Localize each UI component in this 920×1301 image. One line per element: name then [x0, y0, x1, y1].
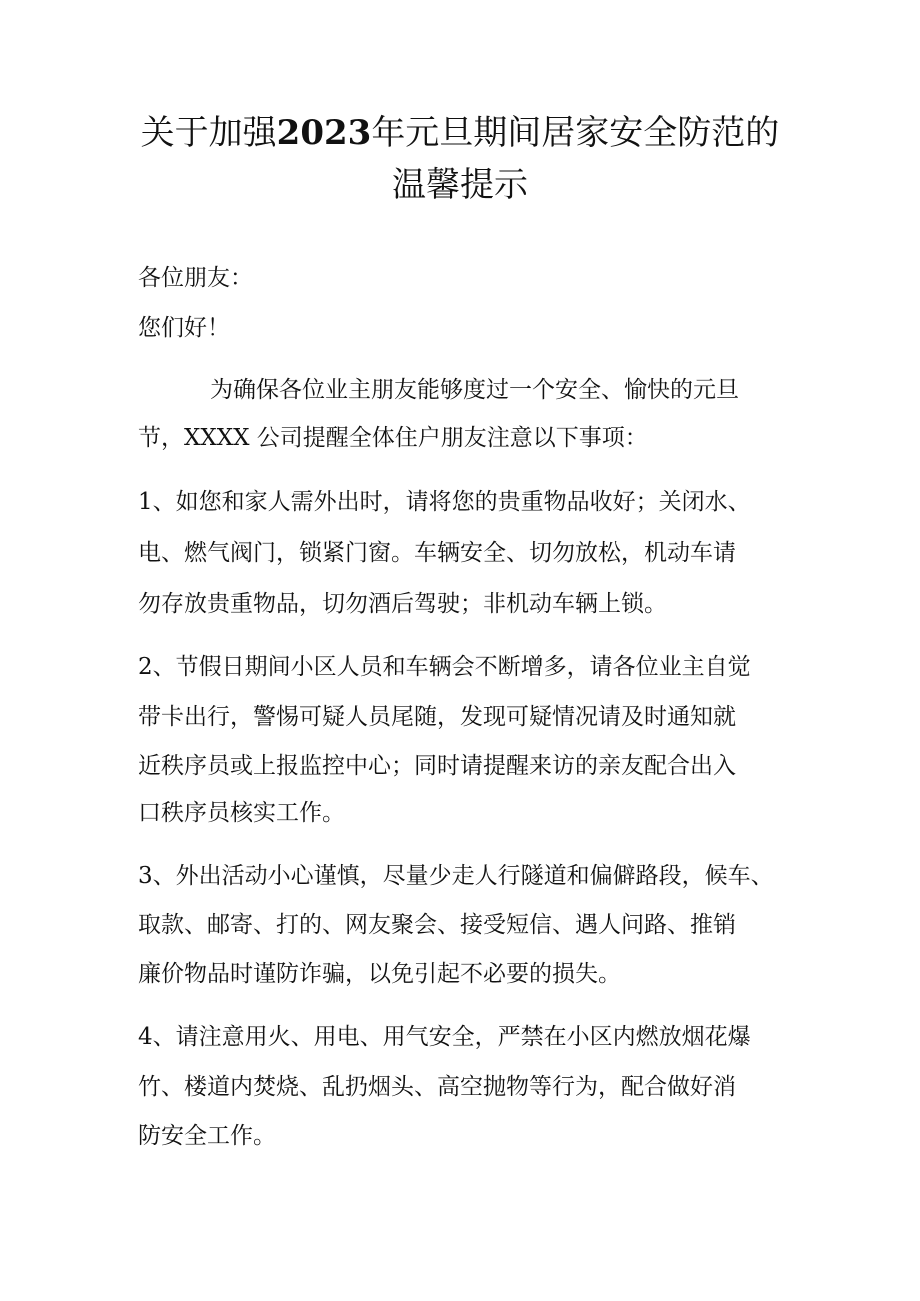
salutation: 您们好！	[138, 315, 230, 341]
document-title-line-1	[80, 108, 840, 158]
item-2-line: 近秩序员或上报监控中心；同时请提醒来访的亲友配合出入	[138, 753, 736, 779]
item-3-line: 取款、邮寄、打的、网友聚会、接受短信、遇人问路、推销	[138, 912, 736, 938]
item-2-line: 口秩序员核实工作。	[138, 800, 345, 826]
title-year: 2023	[276, 113, 372, 153]
intro-line: 为确保各位业主朋友能够度过一个安全、愉快的元旦	[210, 377, 739, 403]
greeting: 各位朋友：	[138, 265, 253, 291]
item-4-line: 防安全工作。	[138, 1123, 276, 1149]
item-3-line: 廉价物品时谨防诈骗，以免引起不必要的损失。	[138, 961, 621, 987]
item-4-line: 4、请注意用火、用电、用气安全，严禁在小区内燃放烟花爆	[138, 1024, 751, 1050]
title-suffix: 年元旦期间居家安全防范的	[371, 113, 780, 153]
item-2-line: 2、节假日期间小区人员和车辆会不断增多，请各位业主自觉	[138, 654, 751, 680]
item-4-line: 竹、楼道内焚烧、乱扔烟头、高空抛物等行为，配合做好消	[138, 1074, 736, 1100]
intro-line: 节，XXXX 公司提醒全体住户朋友注意以下事项：	[138, 425, 648, 451]
item-1-line: 电、燃气阀门，锁紧门窗。车辆安全、切勿放松，机动车请	[138, 540, 736, 566]
item-1-line: 勿存放贵重物品，切勿酒后驾驶；非机动车辆上锁。	[138, 591, 667, 617]
title-prefix: 关于加强	[140, 113, 277, 153]
document-title-line-2: 温馨提示	[392, 165, 528, 205]
item-3-line: 3、外出活动小心谨慎，尽量少走人行隧道和偏僻路段，候车、	[138, 863, 774, 889]
item-2-line: 带卡出行，警惕可疑人员尾随，发现可疑情况请及时通知就	[138, 704, 736, 730]
item-1-line: 1、如您和家人需外出时，请将您的贵重物品收好；关闭水、	[138, 489, 751, 515]
